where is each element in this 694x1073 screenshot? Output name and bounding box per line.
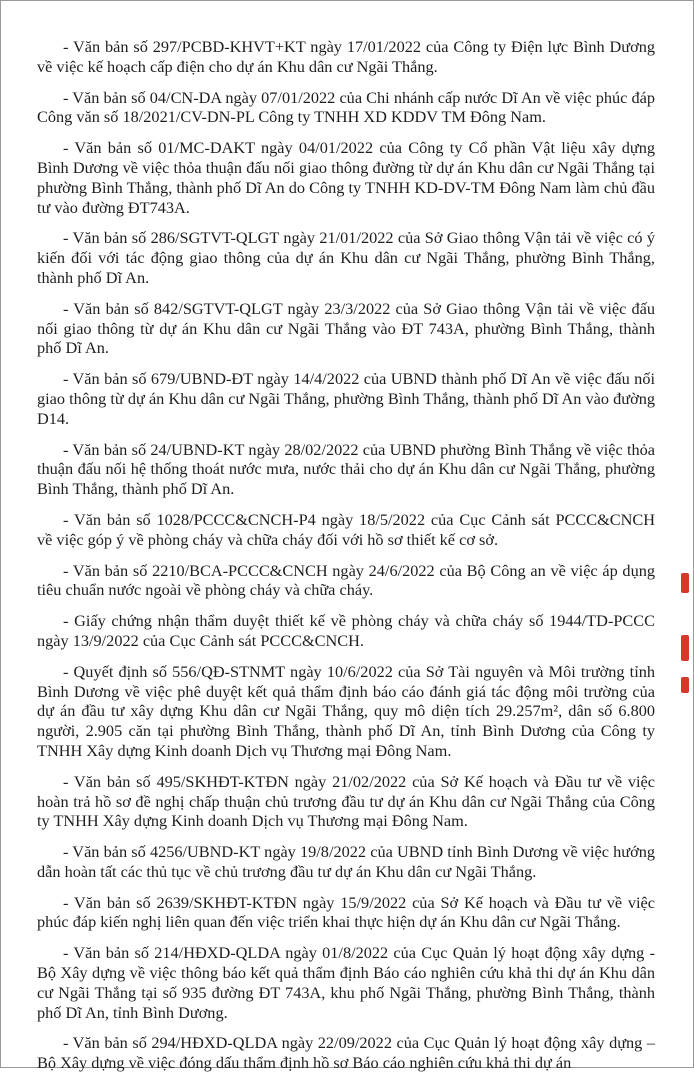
paragraph-5: - Văn bản số 842/SGTVT-QLGT ngày 23/3/2022 của Sở Giao thông Vận tải về việc đấu nối giao thông từ dự án Khu dân cư Ngãi Thắng vào ĐT 743A, phường Bình Thắng, thành phố Dĩ An.	[37, 298, 655, 358]
paragraph-1: - Văn bản số 297/PCBD-KHVT+KT ngày 17/01/2022 của Công ty Điện lực Bình Dương về việc kế hoạch cấp điện cho dự án Khu dân cư Ngãi Thắng.	[37, 37, 655, 76]
paragraph-2: - Văn bản số 04/CN-DA ngày 07/01/2022 của Chi nhánh cấp nước Dĩ An về việc phúc đáp Công văn số 18/2021/CV-DN-PL Công ty TNHH XD KDDV TM Đông Nam.	[37, 87, 655, 127]
paragraph-11: - Quyết định số 556/QĐ-STNMT ngày 10/6/2022 của Sở Tài nguyên và Môi trường tỉnh Bình Dương về việc phê duyệt kết quả thẩm định báo cáo đánh giá tác động môi trường của dự án đầu tư xây dựng Khu dân cư Ngãi Thắng, quy mô diện tích 29.257m², dân số 6.800 người, 2.905 căn tại phường Bình Thắng, thành phố Dĩ An, tỉnh Bình Dương của Công ty TNHH Xây dựng Kinh doanh Dịch vụ Thương mại Đông Nam.	[37, 661, 655, 760]
paragraph-10: - Giấy chứng nhận thẩm duyệt thiết kế về phòng cháy và chữa cháy số 1944/TD-PCCC ngày 13/9/2022 của Cục Cảnh sát PCCC&CNCH.	[37, 611, 655, 650]
stamp-edge-mark	[681, 677, 689, 693]
paragraph-13: - Văn bản số 4256/UBND-KT ngày 19/8/2022 của UBND tỉnh Bình Dương về việc hướng dẫn hoàn tất các thủ tục về chủ trương đầu tư dự án Khu dân cư Ngãi Thắng.	[37, 842, 655, 881]
paragraph-8: - Văn bản số 1028/PCCC&CNCH-P4 ngày 18/5/2022 của Cục Cảnh sát PCCC&CNCH về việc góp ý về phòng cháy và chữa cháy đối với hồ sơ thiết kế cơ sở.	[37, 509, 655, 549]
paragraph-16: - Văn bản số 294/HĐXD-QLDA ngày 22/09/2022 của Cục Quản lý hoạt động xây dựng – Bộ Xây dựng về việc đóng dấu thẩm định hồ sơ Báo cáo nghiên cứu khả thi dự án	[37, 1033, 655, 1073]
paragraph-12: - Văn bản số 495/SKHĐT-KTĐN ngày 21/02/2022 của Sở Kế hoạch và Đầu tư về việc hoàn trả hồ sơ đề nghị chấp thuận chủ trương đầu tư dự án Khu dân cư Ngãi Thắng của Công ty TNHH Xây dựng Kinh doanh Dịch vụ Thương mại Đông Nam.	[37, 771, 655, 831]
paragraph-4: - Văn bản số 286/SGTVT-QLGT ngày 21/01/2022 của Sở Giao thông Vận tải về việc có ý kiến đối với tác động giao thông của dự án Khu dân cư Ngãi Thắng, phường Bình Thắng, thành phố Dĩ An.	[37, 228, 655, 287]
paragraph-9: - Văn bản số 2210/BCA-PCCC&CNCH ngày 24/6/2022 của Bộ Công an về việc áp dụng tiêu chuẩn nước ngoài về phòng cháy và chữa cháy.	[37, 560, 655, 600]
stamp-edge-mark	[681, 635, 689, 661]
paragraph-15: - Văn bản số 214/HĐXD-QLDA ngày 01/8/2022 của Cục Quản lý hoạt động xây dựng - Bộ Xây dựng về việc thông báo kết quả thẩm định Báo cáo nghiên cứu khả thi dự án Khu dân cư Ngãi Thắng tại số 935 đường ĐT 743A, khu phố Ngãi Thắng, phường Bình Thắng, thành phố Dĩ An, tỉnh Bình Dương.	[37, 943, 655, 1022]
paragraph-6: - Văn bản số 679/UBND-ĐT ngày 14/4/2022 của UBND thành phố Dĩ An về việc đấu nối giao thông từ dự án Khu dân cư Ngãi Thắng, phường Bình Thắng, thành phố Dĩ An vào đường D14.	[37, 369, 655, 428]
paragraph-7: - Văn bản số 24/UBND-KT ngày 28/02/2022 của UBND phường Bình Thắng về việc thỏa thuận đấu nối hệ thống thoát nước mưa, nước thải cho dự án Khu dân cư Ngãi Thắng, phường Bình Thắng, thành phố Dĩ An.	[37, 439, 655, 499]
document-body	[37, 37, 655, 1073]
paragraph-14: - Văn bản số 2639/SKHĐT-KTĐN ngày 15/9/2022 của Sở Kế hoạch và Đầu tư về việc phúc đáp kiến nghị liên quan đến việc triển khai thực hiện dự án Khu dân cư Ngãi Thắng.	[37, 892, 655, 932]
stamp-edge-mark	[681, 573, 689, 593]
paragraph-3: - Văn bản số 01/MC-DAKT ngày 04/01/2022 của Công ty Cổ phần Vật liệu xây dựng Bình Dương về việc thỏa thuận đấu nối giao thông đường từ dự án Khu dân cư Ngãi Thắng tại phường Bình Thắng, thành phố Dĩ An do Công ty TNHH KD-DV-TM Đông Nam làm chủ đầu tư vào đường ĐT743A.	[37, 138, 655, 217]
